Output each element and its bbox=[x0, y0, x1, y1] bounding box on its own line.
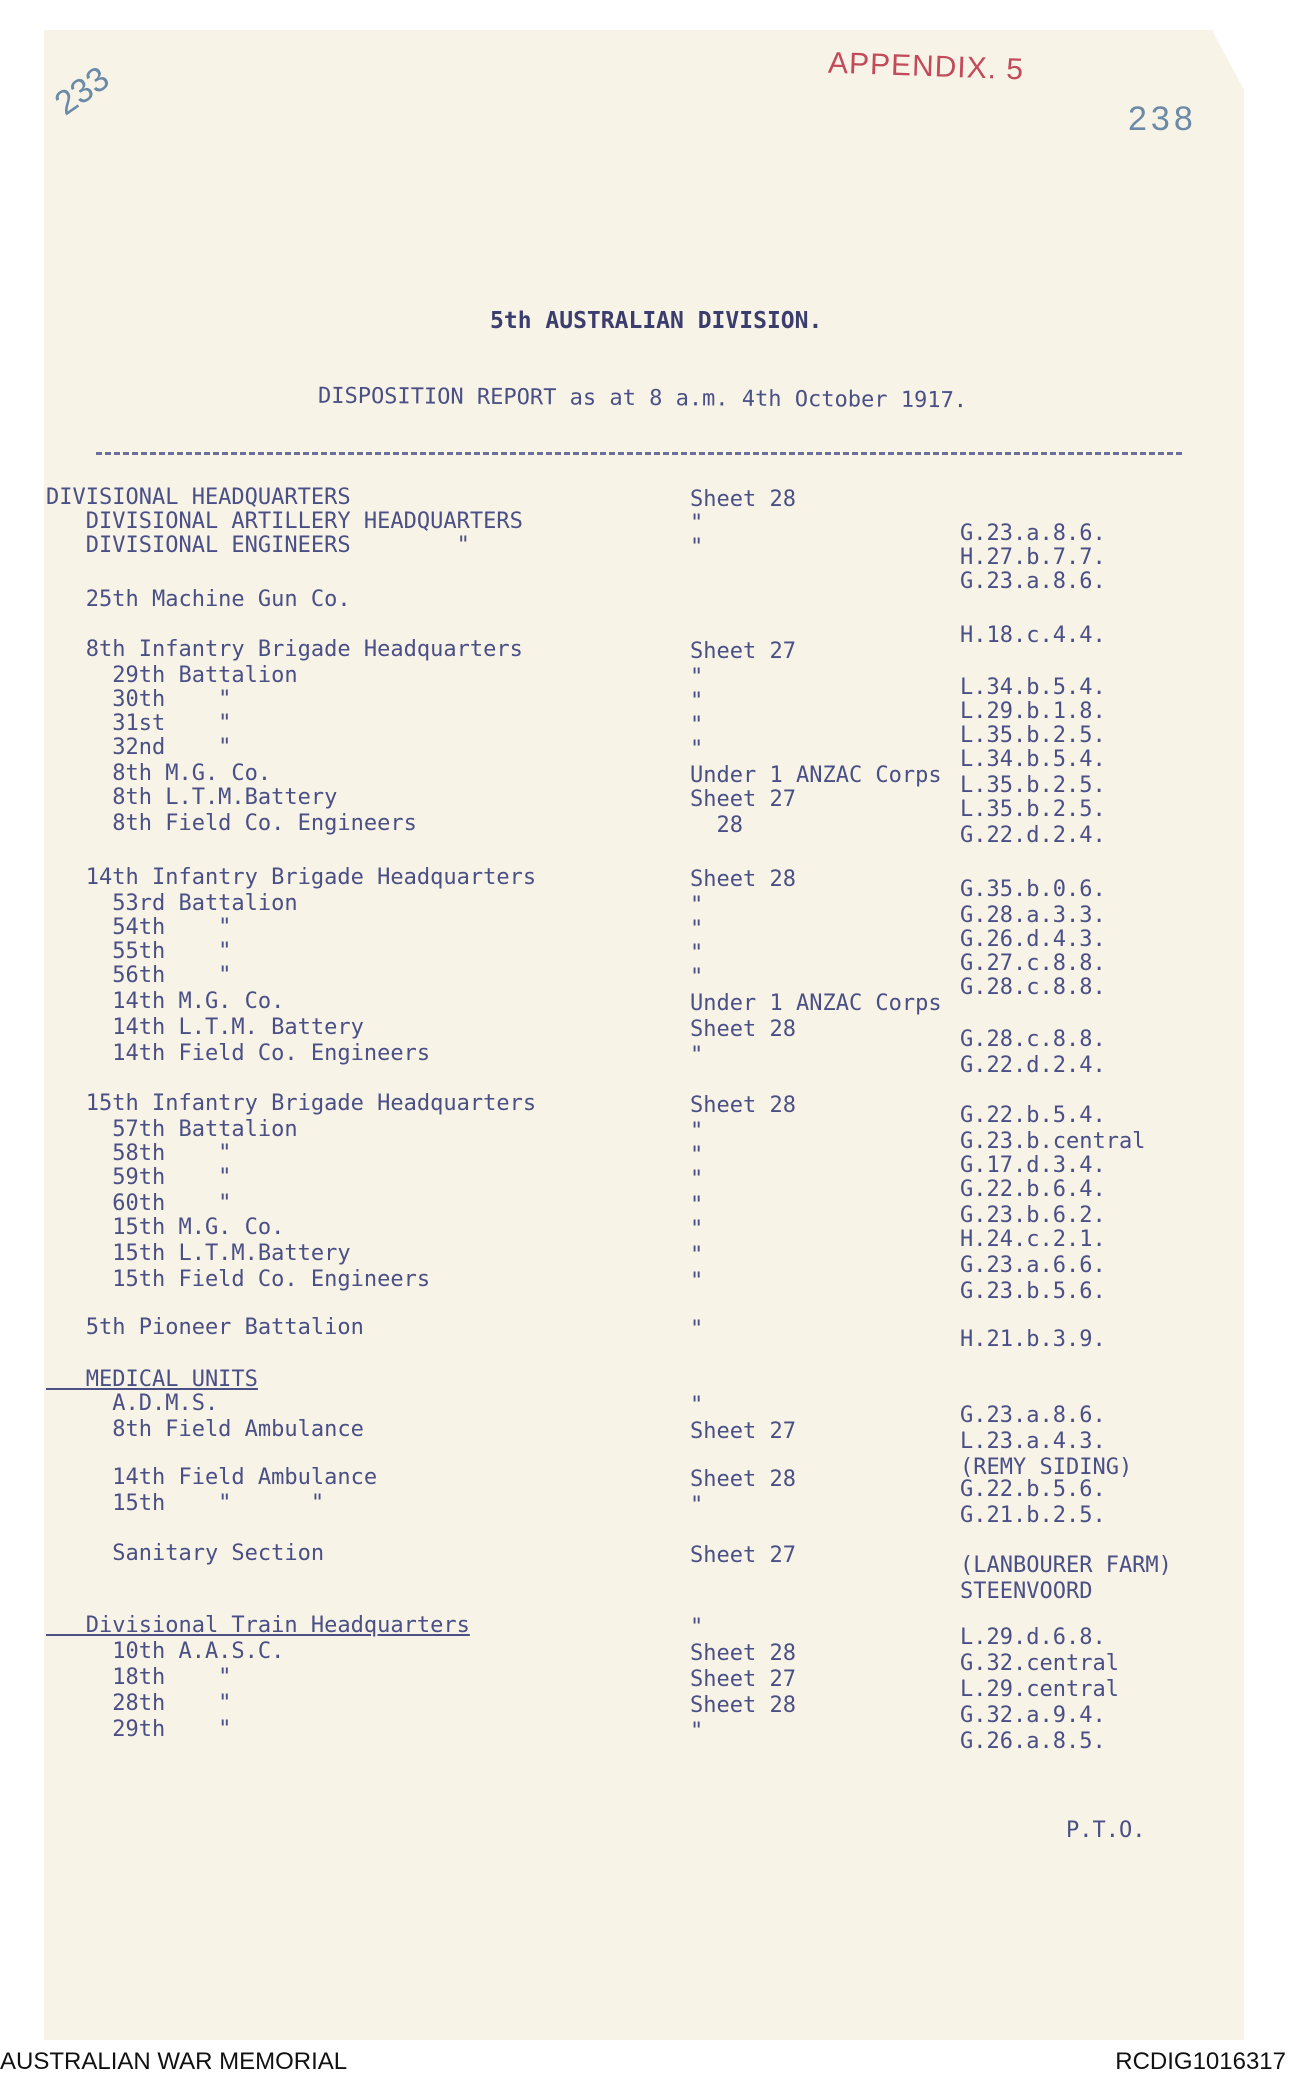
row-sheet: 28 bbox=[690, 813, 743, 838]
row-sheet: " bbox=[690, 1043, 704, 1068]
row-unit: DIVISIONAL HEADQUARTERS bbox=[46, 485, 351, 510]
row-unit: 14th Field Ambulance bbox=[46, 1465, 378, 1490]
row-unit: 32nd " bbox=[46, 735, 232, 760]
row-sheet: Sheet 28 bbox=[690, 867, 796, 892]
row-map-reference: L.34.b.5.4. bbox=[960, 747, 1106, 772]
row-map-reference: G.22.b.5.6. bbox=[960, 1477, 1106, 1502]
row-unit: 59th " bbox=[46, 1165, 232, 1190]
row-sheet: " bbox=[690, 965, 704, 990]
row-unit: 14th Infantry Brigade Headquarters bbox=[46, 865, 537, 890]
row-sheet: " bbox=[690, 1167, 704, 1192]
row-map-reference: L.35.b.2.5. bbox=[960, 797, 1106, 822]
row-sheet: Sheet 28 bbox=[690, 1093, 796, 1118]
row-map-reference: STEENVOORD bbox=[960, 1579, 1093, 1604]
row-unit: 53rd Battalion bbox=[46, 891, 298, 916]
row-map-reference: G.28.a.3.3. bbox=[960, 903, 1106, 928]
row-map-reference: G.23.a.8.6. bbox=[960, 569, 1106, 594]
row-unit: 15th L.T.M.Battery bbox=[46, 1241, 351, 1266]
row-map-reference: L.35.b.2.5. bbox=[960, 773, 1106, 798]
appendix-label: APPENDIX bbox=[827, 46, 989, 86]
row-map-reference: G.35.b.0.6. bbox=[960, 877, 1106, 902]
row-map-reference: (LANBOURER FARM) bbox=[960, 1553, 1172, 1578]
row-unit: 57th Battalion bbox=[46, 1117, 298, 1142]
row-map-reference: G.32.central bbox=[960, 1651, 1119, 1676]
row-sheet: Sheet 28 bbox=[690, 1693, 796, 1718]
row-sheet: Sheet 28 bbox=[690, 487, 796, 512]
row-unit: MEDICAL UNITS bbox=[46, 1367, 258, 1392]
row-map-reference: L.29.d.6.8. bbox=[960, 1625, 1106, 1650]
appendix-number: 5 bbox=[1005, 52, 1025, 87]
row-map-reference: G.23.a.8.6. bbox=[960, 1403, 1106, 1428]
row-unit: 28th " bbox=[46, 1691, 232, 1716]
document-subtitle: DISPOSITION REPORT as at 8 a.m. 4th October 1917. bbox=[317, 383, 968, 414]
pto-note: P.T.O. bbox=[1066, 1818, 1146, 1843]
row-sheet: Under 1 ANZAC Corps bbox=[690, 991, 942, 1016]
row-sheet: " bbox=[690, 665, 704, 690]
row-sheet: " bbox=[690, 1119, 704, 1144]
row-sheet: Sheet 27 bbox=[690, 787, 796, 812]
row-sheet: Sheet 28 bbox=[690, 1641, 796, 1666]
row-sheet: " bbox=[690, 1217, 704, 1242]
row-map-reference: G.22.d.2.4. bbox=[960, 1053, 1106, 1078]
row-sheet: Sheet 27 bbox=[690, 1667, 796, 1692]
row-map-reference: L.35.b.2.5. bbox=[960, 723, 1106, 748]
row-unit: 29th " bbox=[46, 1717, 232, 1742]
row-unit: Divisional Train Headquarters bbox=[46, 1613, 470, 1638]
row-sheet: " bbox=[690, 1243, 704, 1268]
row-unit: 29th Battalion bbox=[46, 663, 298, 688]
row-map-reference: G.28.c.8.8. bbox=[960, 1027, 1106, 1052]
row-unit: 8th M.G. Co. bbox=[46, 761, 272, 786]
row-map-reference: H.27.b.7.7. bbox=[960, 545, 1106, 570]
row-unit: 8th Field Ambulance bbox=[46, 1417, 364, 1442]
row-sheet: " bbox=[690, 511, 704, 536]
row-map-reference: G.28.c.8.8. bbox=[960, 975, 1106, 1000]
row-sheet: " bbox=[690, 1719, 704, 1744]
row-unit: 14th L.T.M. Battery bbox=[46, 1015, 364, 1040]
page-number-rotated: 233 bbox=[47, 59, 117, 123]
row-sheet: Sheet 27 bbox=[690, 1419, 796, 1444]
row-map-reference: G.22.d.2.4. bbox=[960, 823, 1106, 848]
row-unit: 25th Machine Gun Co. bbox=[46, 587, 351, 612]
row-sheet: " bbox=[690, 737, 704, 762]
row-map-reference: L.29.central bbox=[960, 1677, 1119, 1702]
row-map-reference: G.23.a.6.6. bbox=[960, 1253, 1106, 1278]
row-map-reference: G.32.a.9.4. bbox=[960, 1703, 1106, 1728]
page-number: 238 bbox=[1128, 100, 1197, 138]
row-unit: DIVISIONAL ENGINEERS " bbox=[46, 533, 470, 558]
row-map-reference: L.29.b.1.8. bbox=[960, 699, 1106, 724]
row-unit: 8th Field Co. Engineers bbox=[46, 811, 417, 836]
row-map-reference: G.23.b.central bbox=[960, 1129, 1146, 1154]
row-unit: 5th Pioneer Battalion bbox=[46, 1315, 364, 1340]
row-sheet: " bbox=[690, 1393, 704, 1418]
row-unit: 15th M.G. Co. bbox=[46, 1215, 285, 1240]
row-unit: 54th " bbox=[46, 915, 232, 940]
row-unit: 15th Field Co. Engineers bbox=[46, 1267, 431, 1292]
footer-id: RCDIG1016317 bbox=[1115, 2048, 1286, 2075]
row-unit: 60th " bbox=[46, 1191, 232, 1216]
row-map-reference: G.17.d.3.4. bbox=[960, 1153, 1106, 1178]
row-map-reference: G.22.b.6.4. bbox=[960, 1177, 1106, 1202]
appendix-stamp: APPENDIX. 5 bbox=[827, 46, 1025, 87]
row-unit: Sanitary Section bbox=[46, 1541, 325, 1566]
row-sheet: " bbox=[690, 713, 704, 738]
row-unit: 8th L.T.M.Battery bbox=[46, 785, 338, 810]
row-sheet: " bbox=[690, 941, 704, 966]
row-sheet: " bbox=[690, 893, 704, 918]
row-sheet: Sheet 28 bbox=[690, 1017, 796, 1042]
row-sheet: " bbox=[690, 689, 704, 714]
row-sheet: Sheet 27 bbox=[690, 639, 796, 664]
row-sheet: " bbox=[690, 1493, 704, 1518]
row-map-reference: H.18.c.4.4. bbox=[960, 623, 1106, 648]
row-map-reference: L.34.b.5.4. bbox=[960, 675, 1106, 700]
row-map-reference: G.27.c.8.8. bbox=[960, 951, 1106, 976]
row-unit: 15th Infantry Brigade Headquarters bbox=[46, 1091, 537, 1116]
row-unit: 15th " " bbox=[46, 1491, 325, 1516]
row-unit: 18th " bbox=[46, 1665, 232, 1690]
row-sheet: " bbox=[690, 1317, 704, 1342]
row-map-reference: G.26.a.8.5. bbox=[960, 1729, 1106, 1754]
row-unit: 30th " bbox=[46, 687, 232, 712]
row-unit: A.D.M.S. bbox=[46, 1391, 219, 1416]
row-map-reference: G.23.a.8.6. bbox=[960, 521, 1106, 546]
row-sheet: Sheet 27 bbox=[690, 1543, 796, 1568]
document-title: 5th AUSTRALIAN DIVISION. bbox=[490, 308, 823, 334]
row-map-reference: G.23.b.6.2. bbox=[960, 1203, 1106, 1228]
row-sheet: " bbox=[690, 1615, 704, 1640]
row-unit: 31st " bbox=[46, 711, 232, 736]
row-map-reference: G.23.b.5.6. bbox=[960, 1279, 1106, 1304]
row-unit: 58th " bbox=[46, 1141, 232, 1166]
row-unit: 14th Field Co. Engineers bbox=[46, 1041, 431, 1066]
dashed-divider bbox=[96, 452, 1182, 455]
row-map-reference: L.23.a.4.3. bbox=[960, 1429, 1106, 1454]
row-sheet: Sheet 28 bbox=[690, 1467, 796, 1492]
row-sheet: " bbox=[690, 535, 704, 560]
row-unit: 8th Infantry Brigade Headquarters bbox=[46, 637, 523, 662]
row-unit: 56th " bbox=[46, 963, 232, 988]
row-unit: DIVISIONAL ARTILLERY HEADQUARTERS bbox=[46, 509, 523, 534]
row-sheet: " bbox=[690, 1193, 704, 1218]
row-unit: 14th M.G. Co. bbox=[46, 989, 285, 1014]
row-unit: 10th A.A.S.C. bbox=[46, 1639, 285, 1664]
row-map-reference: H.24.c.2.1. bbox=[960, 1227, 1106, 1252]
row-map-reference: G.26.d.4.3. bbox=[960, 927, 1106, 952]
row-sheet: Under 1 ANZAC Corps bbox=[690, 763, 942, 788]
row-unit: 55th " bbox=[46, 939, 232, 964]
row-map-reference: G.21.b.2.5. bbox=[960, 1503, 1106, 1528]
row-sheet: " bbox=[690, 1143, 704, 1168]
row-sheet: " bbox=[690, 917, 704, 942]
row-map-reference: (REMY SIDING) bbox=[960, 1455, 1133, 1480]
row-map-reference: G.22.b.5.4. bbox=[960, 1103, 1106, 1128]
footer-source: AUSTRALIAN WAR MEMORIAL bbox=[0, 2048, 348, 2075]
row-map-reference: H.21.b.3.9. bbox=[960, 1327, 1106, 1352]
row-sheet: " bbox=[690, 1269, 704, 1294]
